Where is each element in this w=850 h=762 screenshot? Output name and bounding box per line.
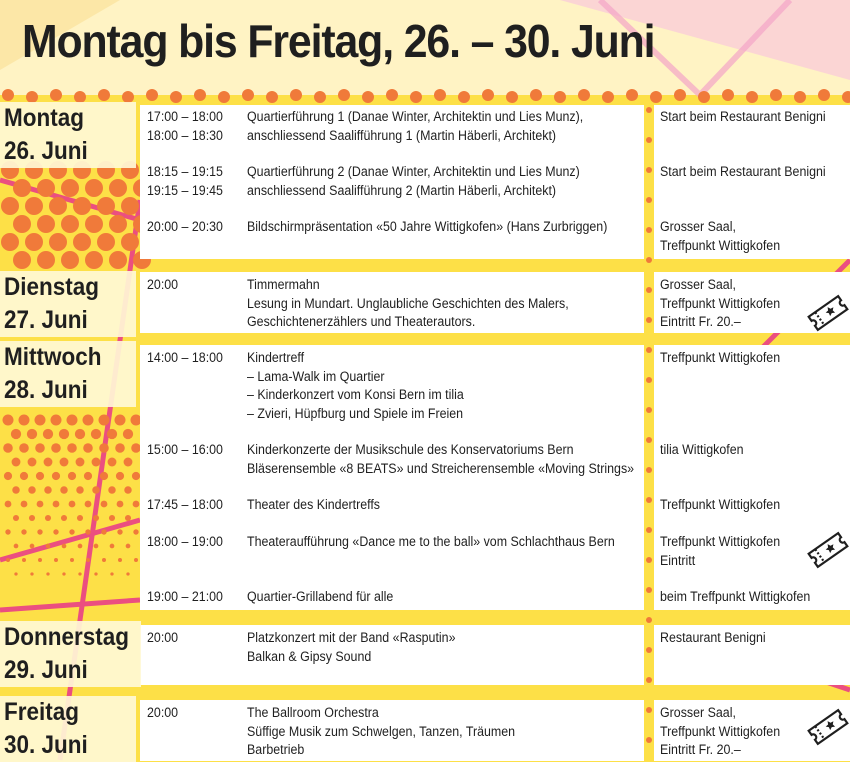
event-time: 20:00	[147, 630, 179, 645]
halftone-dot	[14, 544, 19, 549]
day-date: 28. Juni	[4, 376, 88, 404]
halftone-dot	[698, 91, 710, 103]
halftone-dot	[76, 486, 84, 494]
day-label-wednesday	[0, 341, 136, 407]
halftone-dot	[94, 544, 99, 549]
halftone-dot	[646, 617, 652, 623]
halftone-dot	[62, 544, 67, 549]
halftone-dot	[116, 472, 124, 480]
event-location: Start beim Restaurant Benigni	[660, 164, 826, 179]
day-date: 30. Juni	[4, 731, 88, 759]
event-location: Treffpunkt Wittigkofen	[660, 497, 781, 512]
halftone-dot	[37, 215, 55, 233]
halftone-dot	[646, 257, 652, 263]
day-label-friday	[0, 696, 136, 762]
event-time: 20:00 – 20:30	[147, 219, 223, 234]
halftone-dot	[290, 89, 302, 101]
halftone-dot	[4, 472, 12, 480]
halftone-dot	[19, 415, 30, 426]
halftone-dot	[62, 572, 65, 575]
halftone-dot	[126, 572, 129, 575]
halftone-dot	[124, 458, 133, 467]
event-location: Grosser Saal, Treffpunkt Wittigkofen Eintritt Fr. 20.–	[660, 705, 781, 757]
halftone-dot	[218, 91, 230, 103]
halftone-dot	[93, 515, 99, 521]
halftone-dot	[94, 572, 97, 575]
halftone-dot	[125, 515, 131, 521]
event-time: 19:00 – 21:00	[147, 589, 223, 604]
halftone-dot	[28, 458, 37, 467]
halftone-dot	[85, 251, 103, 269]
halftone-dot	[170, 91, 182, 103]
halftone-dot	[53, 529, 58, 534]
halftone-dot	[14, 572, 17, 575]
halftone-dot	[314, 91, 326, 103]
halftone-dot	[646, 137, 652, 143]
halftone-dot	[410, 91, 422, 103]
halftone-dot	[646, 497, 652, 503]
halftone-dot	[107, 429, 117, 439]
day-name: Freitag	[4, 698, 80, 726]
halftone-dot	[30, 572, 33, 575]
day-name: Dienstag	[4, 273, 100, 301]
halftone-dot	[115, 415, 126, 426]
halftone-dot	[794, 91, 806, 103]
halftone-dot	[506, 91, 518, 103]
halftone-dot	[43, 429, 53, 439]
event-description: Kindertreff – Lama-Walk im Quartier – Kinderkonzert vom Konsi Bern im tilia – Zvieri, Hüpfburg und Spiele im Freien	[247, 350, 464, 421]
day-name: Montag	[4, 104, 84, 132]
halftone-dot	[20, 472, 28, 480]
day-date: 26. Juni	[4, 137, 88, 165]
halftone-dot	[76, 458, 85, 467]
halftone-dot	[85, 179, 103, 197]
halftone-dot	[25, 233, 43, 251]
halftone-dot	[84, 472, 92, 480]
event-description: Bildschirmpräsentation «50 Jahre Wittigkofen» (Hans Zurbriggen)	[247, 219, 608, 234]
event-description: Theater des Kindertreffs	[247, 497, 381, 512]
halftone-dot	[59, 429, 69, 439]
halftone-dot	[646, 557, 652, 563]
halftone-dot	[85, 501, 92, 508]
day-label-monday	[0, 102, 136, 168]
halftone-dot	[102, 558, 106, 562]
halftone-dot	[646, 647, 652, 653]
event-description: The Ballroom Orchestra Süffige Musik zum Schwelgen, Tanzen, Träumen Barbetrieb	[247, 705, 516, 757]
day-date: 27. Juni	[4, 306, 88, 334]
halftone-dot	[44, 458, 53, 467]
halftone-dot	[46, 572, 49, 575]
halftone-dot	[77, 515, 83, 521]
halftone-dot	[242, 89, 254, 101]
event-time: 17:45 – 18:00	[147, 497, 223, 512]
halftone-dot	[3, 443, 13, 453]
event-location: Restaurant Benigni	[660, 630, 766, 645]
halftone-dot	[117, 529, 122, 534]
event-location: beim Treffpunkt Wittigkofen	[660, 589, 811, 604]
halftone-dot	[78, 572, 81, 575]
event-time: 20:00	[147, 277, 179, 292]
halftone-dot	[646, 737, 652, 743]
halftone-dot	[646, 287, 652, 293]
halftone-dot	[578, 89, 590, 101]
halftone-dot	[458, 91, 470, 103]
halftone-dot	[60, 458, 69, 467]
ticket-icon	[804, 530, 850, 570]
halftone-dot	[2, 89, 14, 101]
halftone-dot	[132, 472, 140, 480]
halftone-dot	[109, 215, 127, 233]
halftone-dot	[37, 179, 55, 197]
halftone-dot	[37, 251, 55, 269]
halftone-dot	[646, 527, 652, 533]
halftone-dot	[434, 89, 446, 101]
halftone-dot	[602, 91, 614, 103]
halftone-dot	[13, 215, 31, 233]
halftone-dot	[38, 558, 42, 562]
halftone-dot	[646, 407, 652, 413]
halftone-dot	[85, 529, 90, 534]
halftone-dot	[60, 486, 68, 494]
halftone-dot	[28, 486, 36, 494]
event-description: Platzkonzert mit der Band «Rasputin» Balkan & Gipsy Sound	[247, 630, 456, 664]
halftone-dot	[85, 215, 103, 233]
halftone-dot	[266, 91, 278, 103]
event-description: Quartierführung 2 (Danae Winter, Architektin und Lies Munz) anschliessend Saalifführung 2 (Martin Häberli, Architekt)	[247, 164, 580, 198]
halftone-dot	[21, 501, 28, 508]
halftone-dot	[101, 501, 108, 508]
halftone-dot	[37, 501, 44, 508]
halftone-dot	[121, 233, 139, 251]
halftone-dot	[30, 544, 35, 549]
halftone-dot	[194, 89, 206, 101]
event-location: Treffpunkt Wittigkofen Eintritt	[660, 534, 781, 568]
halftone-dot	[108, 486, 116, 494]
halftone-dot	[83, 443, 93, 453]
halftone-dot	[108, 458, 117, 467]
halftone-dot	[27, 429, 37, 439]
halftone-dot	[12, 486, 20, 494]
halftone-dot	[118, 558, 122, 562]
event-time: 17:00 – 18:00 18:00 – 18:30	[147, 109, 223, 143]
event-location: Start beim Restaurant Benigni	[660, 109, 826, 124]
event-description: Timmermahn Lesung in Mundart. Unglaubliche Geschichten des Malers, Geschichtenerzählers und Theaterautors.	[247, 277, 569, 329]
day-label-thursday	[0, 621, 141, 687]
halftone-dot	[49, 233, 67, 251]
halftone-dot	[13, 251, 31, 269]
halftone-dot	[5, 501, 12, 508]
halftone-dot	[98, 89, 110, 101]
halftone-dot	[99, 415, 110, 426]
halftone-dot	[338, 89, 350, 101]
halftone-dot	[73, 197, 91, 215]
halftone-dot	[45, 515, 51, 521]
halftone-dot	[626, 89, 638, 101]
halftone-dot	[646, 167, 652, 173]
ticket-icon	[804, 707, 850, 747]
halftone-dot	[646, 587, 652, 593]
halftone-dot	[133, 501, 140, 508]
halftone-dot	[109, 251, 127, 269]
halftone-dot	[21, 529, 26, 534]
day-name: Mittwoch	[4, 343, 102, 371]
halftone-dot	[646, 377, 652, 383]
halftone-dot	[133, 529, 138, 534]
halftone-dot	[123, 429, 133, 439]
halftone-dot	[646, 437, 652, 443]
halftone-dot	[13, 515, 19, 521]
day-name: Donnerstag	[4, 623, 130, 651]
halftone-dot	[92, 486, 100, 494]
halftone-dot	[51, 443, 61, 453]
halftone-dot	[124, 486, 132, 494]
event-location: Treffpunkt Wittigkofen	[660, 350, 781, 365]
event-description: Theateraufführung «Dance me to the ball» vom Schlachthaus Bern	[247, 534, 615, 549]
halftone-dot	[69, 529, 74, 534]
halftone-dot	[770, 89, 782, 101]
halftone-dot	[99, 443, 109, 453]
halftone-dot	[482, 89, 494, 101]
day-label-tuesday	[0, 271, 136, 337]
event-location: tilia Wittigkofen	[660, 442, 744, 457]
halftone-dot	[53, 501, 60, 508]
halftone-dot	[67, 415, 78, 426]
halftone-dot	[61, 251, 79, 269]
halftone-dot	[646, 467, 652, 473]
halftone-dot	[86, 558, 90, 562]
ticket-icon	[804, 293, 850, 333]
halftone-dot	[73, 233, 91, 251]
halftone-dot	[646, 197, 652, 203]
event-location: Grosser Saal, Treffpunkt Wittigkofen	[660, 219, 781, 253]
halftone-dot	[646, 347, 652, 353]
halftone-dot	[117, 501, 124, 508]
halftone-dot	[70, 558, 74, 562]
halftone-dot	[110, 572, 113, 575]
halftone-dot	[530, 89, 542, 101]
halftone-dot	[52, 472, 60, 480]
halftone-dot	[1, 233, 19, 251]
halftone-dot	[146, 89, 158, 101]
event-description: Quartierführung 1 (Danae Winter, Architektin und Lies Munz), anschliessend Saalifführung 1 (Martin Häberli, Architekt)	[247, 109, 584, 143]
halftone-dot	[818, 89, 830, 101]
halftone-dot	[61, 515, 67, 521]
halftone-dot	[115, 443, 125, 453]
halftone-dot	[101, 529, 106, 534]
event-time: 18:15 – 19:15 19:15 – 19:45	[147, 164, 223, 198]
halftone-dot	[362, 91, 374, 103]
day-date: 29. Juni	[4, 656, 88, 684]
halftone-dot	[97, 233, 115, 251]
halftone-dot	[554, 91, 566, 103]
page-title: Montag bis Freitag, 26. – 30. Juni	[22, 15, 655, 67]
halftone-dot	[100, 472, 108, 480]
halftone-dot	[67, 443, 77, 453]
halftone-dot	[75, 429, 85, 439]
halftone-dot	[54, 558, 58, 562]
halftone-dot	[35, 415, 46, 426]
halftone-dot	[61, 179, 79, 197]
halftone-dot	[44, 486, 52, 494]
halftone-dot	[46, 544, 51, 549]
halftone-dot	[36, 472, 44, 480]
halftone-dot	[83, 415, 94, 426]
halftone-dot	[49, 197, 67, 215]
event-time: 15:00 – 16:00	[147, 442, 223, 457]
halftone-dot	[61, 215, 79, 233]
halftone-dot	[35, 443, 45, 453]
event-description: Kinderkonzerte der Musikschule des Konservatoriums Bern Bläserensemble «8 BEATS» und Streicherensemble «Moving Strings»	[247, 442, 635, 476]
halftone-dot	[6, 558, 10, 562]
halftone-dot	[68, 472, 76, 480]
event-location: Grosser Saal, Treffpunkt Wittigkofen Eintritt Fr. 20.–	[660, 277, 781, 329]
halftone-dot	[746, 91, 758, 103]
halftone-dot	[646, 227, 652, 233]
halftone-dot	[78, 544, 83, 549]
halftone-dot	[722, 89, 734, 101]
halftone-dot	[13, 179, 31, 197]
halftone-dot	[29, 515, 35, 521]
halftone-dot	[12, 458, 21, 467]
halftone-dot	[386, 89, 398, 101]
halftone-dot	[19, 443, 29, 453]
halftone-dot	[51, 415, 62, 426]
halftone-dot	[25, 197, 43, 215]
halftone-dot	[674, 89, 686, 101]
halftone-dot	[109, 515, 115, 521]
event-time: 18:00 – 19:00	[147, 534, 223, 549]
halftone-dot	[646, 677, 652, 683]
halftone-dot	[134, 558, 138, 562]
halftone-dot	[109, 179, 127, 197]
halftone-dot	[91, 429, 101, 439]
halftone-dot	[126, 544, 131, 549]
halftone-dot	[22, 558, 26, 562]
event-time: 14:00 – 18:00	[147, 350, 223, 365]
halftone-dot	[646, 107, 652, 113]
halftone-dot	[650, 91, 662, 103]
halftone-dot	[37, 529, 42, 534]
halftone-dot	[5, 529, 10, 534]
halftone-dot	[121, 197, 139, 215]
halftone-dot	[1, 197, 19, 215]
wednesday-location-panel	[654, 345, 850, 610]
halftone-dot	[646, 317, 652, 323]
halftone-dot	[92, 458, 101, 467]
halftone-dot	[11, 429, 21, 439]
halftone-dot	[3, 415, 14, 426]
halftone-dot	[69, 501, 76, 508]
halftone-dot	[50, 89, 62, 101]
halftone-dot	[110, 544, 115, 549]
halftone-dot	[97, 197, 115, 215]
event-time: 20:00	[147, 705, 179, 720]
event-description: Quartier-Grillabend für alle	[247, 589, 394, 604]
halftone-dot	[646, 707, 652, 713]
